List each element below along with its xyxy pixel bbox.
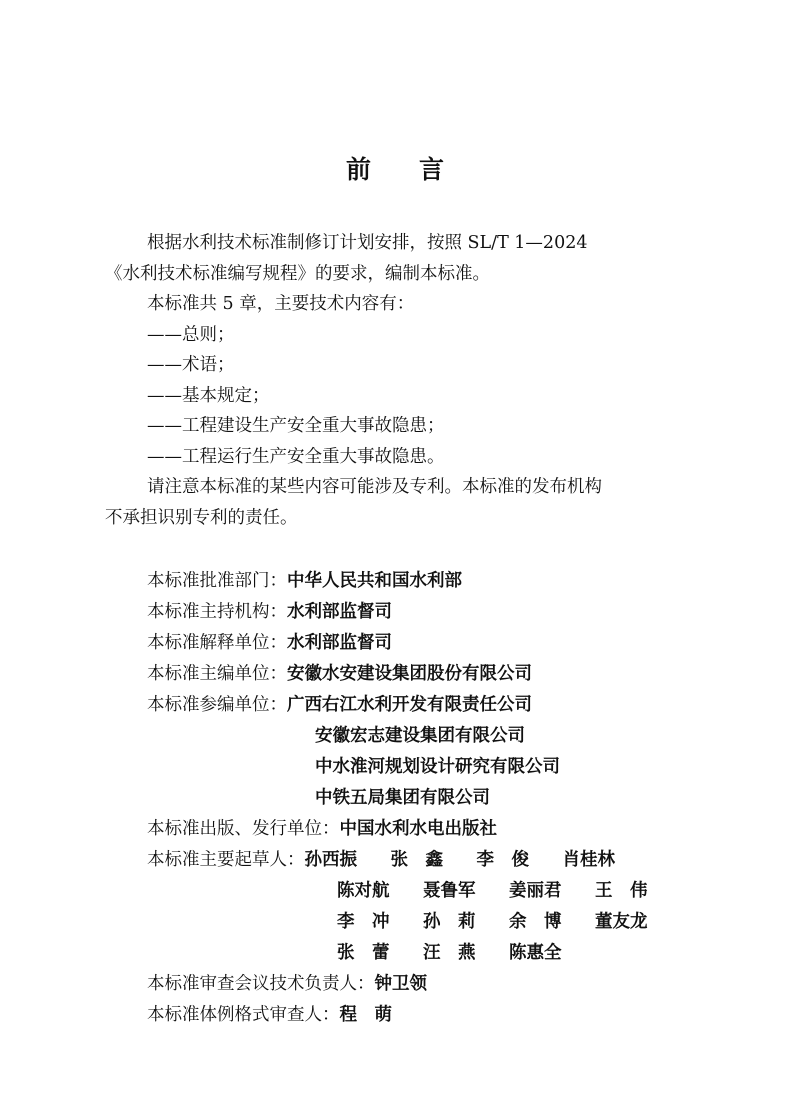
drafter-name: 孙 莉 (423, 912, 476, 932)
title-char-left: 前 (345, 155, 371, 184)
drafter-name: 李 俊 (476, 850, 529, 870)
drafter-name: 孙西振 (304, 850, 357, 870)
intro-paragraph-3-line-2: 不承担识别专利的责任。 (105, 507, 298, 528)
intro-paragraph-3-line-1: 请注意本标准的某些内容可能涉及专利。本标准的发布机构 (147, 477, 602, 497)
format-label: 本标准体例格式审查人： (147, 1005, 340, 1025)
participate-value: 中铁五局集团有限公司 (315, 788, 490, 808)
participate-row (105, 690, 745, 721)
publisher-value: 中国水利水电出版社 (339, 819, 497, 839)
content-item: ——工程建设生产安全重大事故隐患； (147, 416, 445, 436)
content-item: ——术语； (147, 355, 235, 375)
drafter-name: 聂鲁军 (423, 881, 476, 901)
interpret-row (105, 628, 745, 659)
participate-value: 安徽宏志建设集团有限公司 (315, 726, 525, 746)
title-char-right: 言 (419, 155, 445, 184)
approve-value: 中华人民共和国水利部 (287, 571, 462, 591)
drafter-name: 董友龙 (595, 912, 648, 932)
page-title (0, 150, 790, 186)
format-row (105, 1000, 745, 1031)
interpret-label: 本标准解释单位： (147, 633, 287, 653)
drafter-name: 陈惠全 (509, 943, 562, 963)
chief-value: 安徽水安建设集团股份有限公司 (287, 664, 532, 684)
content-item: ——工程运行生产安全重大事故隐患。 (147, 446, 445, 467)
drafter-name: 肖桂林 (562, 850, 615, 870)
drafter-name: 李 冲 (337, 912, 390, 932)
drafter-name: 姜丽君 (509, 881, 562, 901)
approve-label: 本标准批准部门： (147, 571, 287, 591)
review-value: 钟卫领 (374, 974, 427, 994)
review-label: 本标准审查会议技术负责人： (147, 974, 375, 994)
drafters-row (105, 907, 745, 938)
publisher-row (105, 814, 745, 845)
intro-paragraph-1-line-2: 《水利技术标准编写规程》的要求，编制本标准。 (105, 263, 490, 284)
format-value: 程 萌 (339, 1005, 392, 1025)
intro-section (105, 228, 705, 533)
drafter-name: 王 伟 (595, 881, 648, 901)
content-item: ——总则； (147, 324, 235, 345)
interpret-value: 水利部监督司 (287, 633, 392, 653)
chief-label: 本标准主编单位： (147, 664, 287, 684)
approve-row (105, 566, 745, 597)
drafters-row (105, 845, 745, 876)
participate-label: 本标准参编单位： (147, 695, 287, 715)
intro-paragraph-1-line-1: 根据水利技术标准制修订计划安排，按照 SL/T 1—2024 (147, 233, 588, 253)
drafter-name: 陈对航 (337, 881, 390, 901)
drafter-name: 余 博 (509, 912, 562, 932)
participate-value: 中水淮河规划设计研究有限公司 (315, 757, 560, 777)
host-label: 本标准主持机构： (147, 602, 287, 622)
chief-row (105, 659, 745, 690)
review-row (105, 969, 745, 1000)
metadata-section (105, 566, 745, 1031)
host-row (105, 597, 745, 628)
drafter-name: 张 蕾 (337, 943, 390, 963)
participate-value: 广西右江水利开发有限责任公司 (287, 695, 532, 715)
drafter-name: 汪 燕 (423, 943, 476, 963)
intro-paragraph-2: 本标准共 5 章，主要技术内容有： (147, 294, 415, 314)
drafter-name: 张 鑫 (390, 850, 443, 870)
drafters-row (105, 876, 745, 907)
content-item: ——基本规定； (147, 385, 270, 406)
drafters-label: 本标准主要起草人： (147, 850, 305, 870)
publisher-label: 本标准出版、发行单位： (147, 819, 340, 839)
drafters-row (105, 938, 745, 969)
host-value: 水利部监督司 (287, 602, 392, 622)
